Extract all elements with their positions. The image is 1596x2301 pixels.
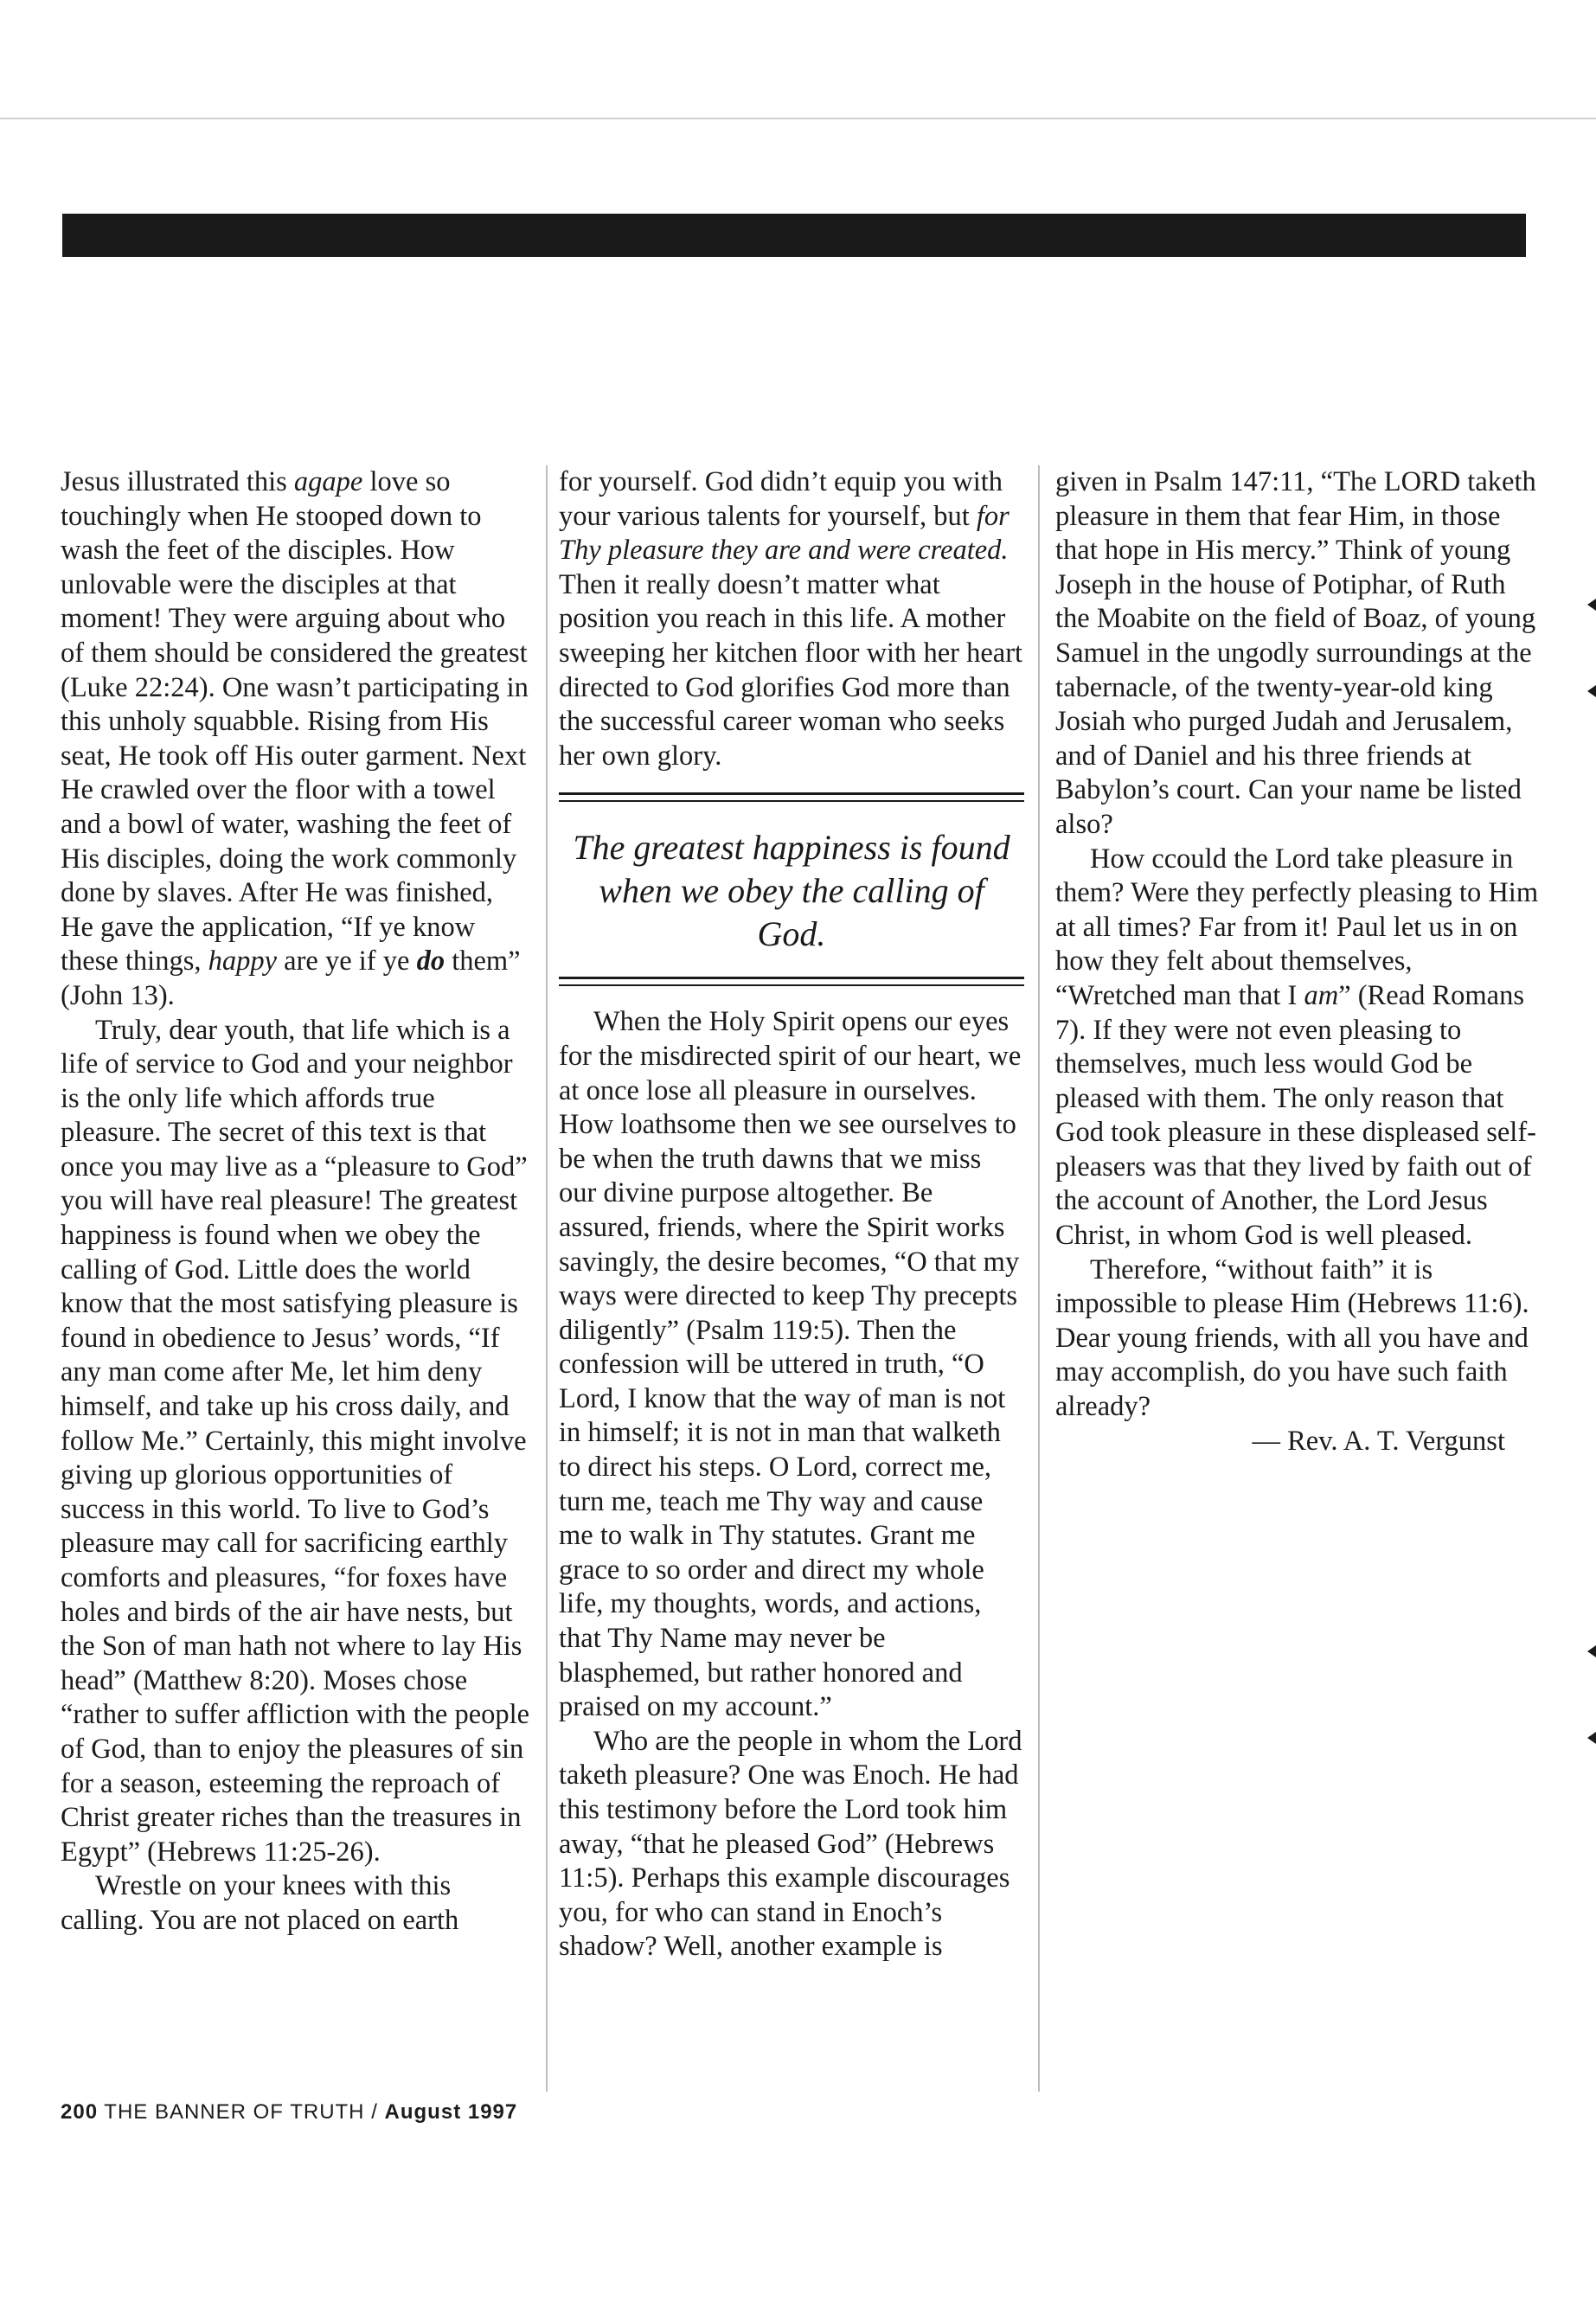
edge-mark [1587, 1732, 1596, 1744]
body-paragraph: Therefore, “without faith” it is impossible to please Him (Hebrews 11:6). Dear young friends, with all you have and may accomplish, do you have such faith already? [1055, 1253, 1529, 1423]
edge-mark [1587, 685, 1596, 697]
pull-quote-top-rule [559, 792, 1024, 802]
pull-quote [559, 792, 1024, 986]
column-2-bottom-text [559, 1005, 1024, 1965]
issue-date: August 1997 [384, 2100, 518, 2124]
body-paragraph: Truly, dear youth, that life which is a life of service to God and your neighbor is the only life which affords true pleasure. The secret of this text is that once you may live as a “pleasure to God” you will have real pleasure! The greatest happiness is found when we obey the calling of God. Little does the world know that the most satisfying pleasure is found in obedience to Jesus’ words, “If any man come after Me, let him deny himself, and take up his cross daily, and follow Me.” Certainly, this might involve giving up glorious opportunities of success in this world. To live to God’s pleasure may call for sacrificing earthly comforts and pleasures, “for foxes have holes and birds of the air have nests, but the Son of man hath not where to lay His head” (Matthew 8:20). Moses chose “rather to suffer affliction with the people of God, than to enjoy the pleasures of sin for a season, esteeming the reproach of Christ greater riches than the treasures in Egypt” (Hebrews 11:25-26). [61, 1014, 530, 1868]
column-divider [1038, 465, 1040, 2092]
column-3 [1055, 465, 1540, 1458]
column-divider [546, 465, 548, 2092]
pull-quote-text: The greatest happiness is found when we obey the calling of God. [573, 828, 1010, 954]
body-paragraph: given in Psalm 147:11, “The LORD taketh pleasure in them that fear Him, in those that hope in His mercy.” Think of young Joseph in the house of Potiphar, of Ruth the Moabite on the field of Boaz, of young Samuel in the ungodly surroundings at the tabernacle, of the twenty-year-old king Josiah who purged Judah and Jerusalem, and of Daniel and his three friends at Babylon’s court. Can your name be listed also? [1055, 466, 1536, 840]
body-paragraph: for yourself. God didn’t equip you with your various talents for yourself, but for Thy pleasure they are and were created. Then it really doesn’t matter what position you reach in this life. A mother sweeping her kitchen floor with her heart directed to God glorifies God more than the successful career woman who seeks her own glory. [559, 466, 1023, 772]
body-paragraph: When the Holy Spirit opens our eyes for the misdirected spirit of our heart, we at once lose all pleasure in ourselves. How loathsome then we see ourselves to be when the truth dawns that we miss our divine purpose altogether. Be assured, friends, where the Spirit works savingly, the desire becomes, “O that my ways were directed to keep Thy precepts diligently” (Psalm 119:5). Then the confession will be uttered in truth, “O Lord, I know that the way of man is not in himself; it is not in man that walketh to direct his steps. O Lord, correct me, turn me, teach me Thy way and cause me to walk in Thy statutes. Grant me grace to so order and direct my whole life, my thoughts, words, and actions, that Thy Name may never be blasphemed, but rather honored and praised on my account.” [559, 1006, 1022, 1723]
column-1 [61, 465, 532, 1939]
edge-mark [1587, 599, 1596, 611]
body-paragraph: Wrestle on your knees with this calling. You are not placed on earth [61, 1870, 459, 1936]
body-paragraph: How ccould the Lord take pleasure in them? Were they perfectly pleasing to Him at all times? Far from it! Paul let us in on how they felt about themselves, “Wretched man that I am” (Read Romans 7). If they were not even pleasing to themselves, much less would God be pleased with them. The only reason that God took pleasure in these displeased self-pleasers was that they lived by faith out of the account of Another, the Lord Jesus Christ, in whom God is well pleased. [1055, 843, 1539, 1252]
column-2 [559, 465, 1024, 1965]
page-footer [61, 2100, 517, 2125]
footer-separator: / [371, 2100, 378, 2124]
body-paragraph: Jesus illustrated this agape love so touchingly when He stooped down to wash the feet of the disciples. How unlovable were the disciples at that moment! They were arguing about who of them should be considered the greatest (Luke 22:24). One wasn’t participating in this unholy squabble. Rising from His seat, He took off His outer garment. Next He crawled over the floor with a towel and a bowl of water, washing the feet of His disciples, doing the work commonly done by slaves. After He was finished, He gave the application, “If ye know these things, happy are ye if ye do them” (John 13). [61, 466, 529, 1011]
body-paragraph: Who are the people in whom the Lord taketh pleasure? One was Enoch. He had this testimony before the Lord took him away, “that he pleased God” (Hebrews 11:5). Perhaps this example discourages you, for who can stand in Enoch’s shadow? Well, another example is [559, 1725, 1022, 1963]
page-top-rule [0, 118, 1596, 119]
page-number: 200 [61, 2100, 99, 2124]
publication-name: THE BANNER OF TRUTH [104, 2100, 365, 2124]
header-bar [62, 214, 1526, 257]
pull-quote-bottom-rule [559, 977, 1024, 986]
edge-mark [1587, 1645, 1596, 1657]
column-3-text [1055, 465, 1540, 1425]
column-2-top-text [559, 465, 1024, 773]
author-signature: — Rev. A. T. Vergunst [1252, 1425, 1505, 1457]
